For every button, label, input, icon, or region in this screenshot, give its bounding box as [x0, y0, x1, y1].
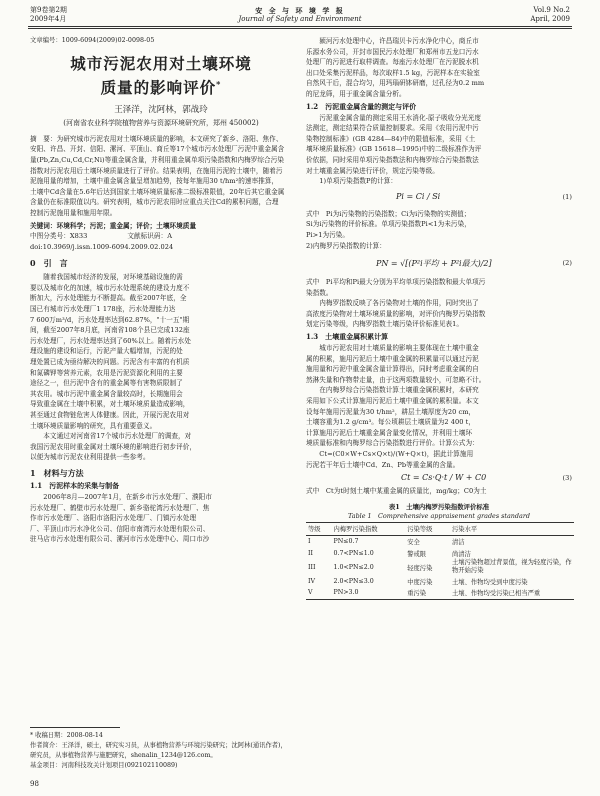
accumulation-line: 土壤容重为1.2 g/cm³。每公顷耕层土壤质量为2 400 t， — [306, 418, 475, 427]
table-header-cell: 等级 — [306, 522, 331, 535]
page-number: 98 — [30, 780, 39, 788]
sampling-cont-line: 颍河污水处理中心，许昌瑞贝卡污水净化中心，商丘市 — [306, 37, 479, 45]
section-introduction-title: 0 引 言 — [30, 258, 68, 269]
formula-1: Pi = Ci / Si — [396, 191, 441, 201]
intro-line: 我国污泥农用时重金属对土壤环境的影响进行初步评价， — [30, 442, 197, 451]
title-footnote-mark: * — [216, 78, 222, 89]
sampling-text — [30, 492, 292, 545]
accumulation-line: 采用如下公式计算施用污泥后土壤中重金属的累积量。本文 — [306, 397, 479, 406]
intro-line: 国已有城市污水处理厂1 178座，污水处理能力达 — [30, 305, 176, 314]
intro-line: 途径之一，但污泥中含有的重金属等有害物质限制了 — [30, 379, 183, 388]
table-cell: 重污染 — [405, 587, 450, 599]
sampling-line: 作市污水处理厂、洛阳市洛阳污水处理厂、门镇污水处理 — [30, 514, 197, 523]
formula-2: PN = √[(P²i平均 + P²i最大)/2] — [376, 259, 492, 269]
footnote — [30, 731, 292, 771]
table-cell: 0.7<PN≤1.0 — [333, 549, 374, 557]
table-cell: II — [308, 549, 313, 557]
table-cell: 轻度污染 — [407, 564, 433, 572]
sampling-continued — [306, 36, 572, 100]
intro-line: 导致重金属在土壤中积累，对土壤环境质量造成影响， — [30, 400, 190, 409]
nemerow-explanation — [306, 298, 572, 330]
title-line-2-wrap — [30, 74, 292, 98]
formula-1-row — [306, 187, 572, 209]
article-number: 文章编号：1009-6094(2009)02-0098-05 — [30, 37, 155, 44]
table-cell: 土壤、作物均受到中度污染 — [452, 578, 528, 586]
abstract-line: 量(Pb,Zn,Cu,Cd,Cr,Ni)等重金属含量，并利用重金属单项污染指数和内梅罗综合污染 — [30, 155, 284, 164]
accumulation-line: 属的积累，施用污泥后土壤中重金属的积累量可以通过污泥 — [306, 354, 479, 363]
evaluation-text — [306, 113, 572, 187]
document-code: 文献标识码：A — [127, 232, 173, 241]
table-header-row — [306, 522, 574, 535]
formula-3-description: 式中 Ct为t时刻土壤中某重金属的质量比，mg/kg；C0为土 — [306, 487, 487, 496]
header-volume-number: Vol.9 No.2 — [533, 6, 570, 14]
accumulation-line: 在内梅罗综合污染指数计算土壤重金属积累时，本研究 — [306, 386, 479, 395]
formula-3-number: (3) — [562, 474, 572, 483]
keywords: 关键词：环境科学；污泥；重金属；评价；土壤环境质量 — [30, 221, 197, 230]
sampling-line: 厂、平顶山市污水净化公司、信阳市南湾污水处理有限公司、 — [30, 524, 210, 533]
table-cell: 中度污染 — [407, 578, 433, 586]
formula-1-desc-line: Si为i污染物的评价标准。单项污染指数Pi<1为未污染， — [306, 220, 471, 229]
authors: 王泽洋，沈阿林，郭战玲 — [114, 104, 208, 115]
subsection-sampling-title: 1.1 污泥样本的采集与制备 — [30, 480, 120, 490]
table-cell: I — [308, 537, 311, 545]
header-rule — [28, 26, 572, 27]
header-date-en: April, 2009 — [530, 15, 570, 23]
accumulation-line: 境质量标准和内梅罗综合污染指数进行评价。计算公式为： — [306, 439, 479, 448]
intro-line: 本文通过对河南省17个城市污水处理厂的调查，对 — [30, 432, 192, 441]
table-cell: PN>3.0 — [331, 587, 405, 599]
abstract — [30, 134, 292, 219]
footnote-author: 作者简介：王泽洋，硕士，研究实习员，从事植物营养与环境污染研究；沈阿林(通讯作者)，研究员，从事植物营养与施肥研究，shenalin_1234@126.com。 — [30, 742, 287, 759]
accumulation-line: 计算施用污泥后土壤重金属含量变化情况，并利用土壤环 — [306, 428, 473, 437]
accumulation-line: 城市污泥农用对土壤质量的影响主要体现在土壤中重金 — [306, 344, 479, 353]
table-1-grid — [306, 522, 574, 600]
header-issue — [30, 6, 67, 24]
table-cell: 土壤、作物均受污染已相当严重 — [450, 587, 574, 599]
evaluation-line: 对土壤重金属污染进行评价，规定污染等级。 — [306, 166, 439, 175]
evaluation-line: 法测定，测定结果符合质量控制要求。采用《农用污泥中污 — [306, 124, 479, 133]
classification-row — [30, 231, 292, 242]
abstract-line: 控制污泥施用量和施用年限。 — [30, 208, 117, 217]
intro-line: 土壤环境质量影响的研究，具有重要意义。 — [30, 421, 157, 430]
section-materials-title: 1 材料与方法 — [30, 467, 84, 478]
sampling-cont-line: 处理厂的污泥进行取样调查。每座污水处理厂在污泥脱水机 — [306, 58, 479, 67]
sampling-cont-line: 乐源水务公司，开封市国民污水处理厂和郑州市五龙口污水 — [306, 47, 479, 56]
abstract-line: 摘 要：为研究城市污泥农用对土壤环境质量的影响，本文研究了新乡、洛阳、焦作、 — [30, 134, 283, 143]
table-cell: 安全 — [407, 538, 420, 546]
formula-3-row — [306, 470, 572, 486]
accumulation-line: 施用量和污泥中重金属含量计算得出，同时考虑重金属的自 — [306, 365, 479, 374]
header-rule-thin — [28, 28, 572, 29]
header-date: 2009年4月 — [30, 15, 67, 23]
intro-line: 断加大，污水处理能力不断提高。截至2007年底，全 — [30, 294, 187, 303]
table-header-cell: 污染水平 — [450, 522, 574, 535]
evaluation-line: 污泥重金属含量的测定采用王水消化-原子吸收分光光度 — [306, 113, 482, 122]
intro-line: 随着我国城市经济的发展，对环境基础设施的需 — [30, 273, 183, 282]
intro-line: 理设施的建设和运行，污泥产量大幅增加，污泥的处 — [30, 347, 183, 356]
nemerow-line: 高浓度污染物对土壤环境质量的影响，对评价内梅罗污染指数 — [306, 309, 486, 318]
affiliation: (河南省农业科学院植物营养与资源环境研究所，郑州 450002) — [63, 118, 259, 127]
evaluation-line: 价依据，同时采用单项污染指数法和内梅罗综合污染指数法 — [306, 155, 479, 164]
intro-line: 间，截至2007年8月底，河南省108个县已完成132座 — [30, 326, 190, 335]
sampling-line: 2006年8月—2007年1月，在新乡市污水处理厂、濮阳市 — [30, 492, 212, 501]
nemerow-line: 划定污染等级，内梅罗指数土壤污染评价标准见表1。 — [306, 320, 464, 329]
table-header-cell: 内梅罗污染指数 — [331, 522, 405, 535]
table-cell: 清洁 — [452, 538, 465, 546]
accumulation-line: Ct=(C0×W+Cs×Q×t)/(W+Q×t)，据此计算施用 — [306, 450, 474, 458]
formula-1-desc-line: Pi>1为污染。 — [306, 230, 350, 239]
header-volume-en — [530, 6, 570, 24]
formula-2-desc-line: 式中 Pi平均和Pi最大分别为平均单项污染指数和最大单项污 — [306, 278, 486, 287]
table-cell: 警戒限 — [407, 550, 427, 558]
table-cell: V — [306, 587, 331, 599]
clc-number: 中图分类号：X833 — [30, 232, 88, 241]
table-1-caption-en: Table 1 Comprehensive appraisement grades standard — [348, 511, 530, 520]
table-row — [306, 535, 574, 547]
footnote-rule — [30, 727, 120, 728]
sampling-cont-line: 自然风干后，混合均匀，用玛瑙研钵研磨，过孔径为0.2 mm — [306, 79, 485, 88]
evaluation-line: 染物控制标准》(GB 4284—84)中的限值标准，采用《土 — [306, 134, 476, 143]
accumulation-line: 然淋失量和作物带走量，由于这两项数量较小，可忽略不计。 — [306, 375, 486, 384]
accumulation-text — [306, 343, 572, 470]
abstract-line: 含量仍在标准限值以内。研究表明，城市污泥农用时应重点关注Cd的累积问题，合理 — [30, 198, 279, 207]
intro-line: 7 600万m³/d，污水处理率达到62.87%，"十一五"期 — [30, 315, 190, 324]
paper-title — [30, 53, 292, 98]
formula-1-description — [306, 209, 572, 241]
intro-line: 其农用。城市污泥中重金属含量较高时，长期施用会 — [30, 389, 183, 398]
table-cell: 2.0<PN≤3.0 — [333, 577, 374, 585]
table-row — [306, 587, 574, 599]
table-cell: 1.0<PN≤2.0 — [333, 563, 374, 571]
formula-3: Ct = Cs·Q·t / W + C0 — [401, 473, 487, 483]
table-row — [306, 559, 574, 575]
intro-line: 理处置已成为亟待解决的问题。污泥含有丰富的有机质 — [30, 358, 190, 367]
title-line-1: 城市污泥农用对土壤环境 — [70, 53, 252, 73]
abstract-line: 泥施用量的增加，土壤中重金属含量呈增加趋势，按每年施用30 t/hm²的速率推算， — [30, 177, 279, 186]
table-1 — [306, 502, 572, 600]
header-journal — [190, 6, 410, 24]
footnote-received: * 收稿日期：2008-08-14 — [30, 732, 103, 739]
intro-line: 要以及城市化的加速，城市污水处理系统的建设力度不 — [30, 283, 190, 292]
table-cell: III — [308, 563, 316, 571]
table-cell: 尚清洁 — [452, 550, 471, 558]
formula-2-desc-line: 染指数。 — [306, 288, 333, 297]
doi: doi:10.3969/j.issn.1009-6094.2009.02.024 — [30, 242, 174, 251]
accumulation-line: 污泥若干年后土壤中Cd、Zn、Pb等重金属的含量。 — [306, 460, 460, 469]
table-header-cell: 污染等级 — [405, 522, 450, 535]
header-volume: 第9卷第2期 — [30, 6, 67, 14]
left-column — [30, 36, 292, 545]
formula-1-desc-line: 式中 Pi为i污染物的污染指数；Ci为i污染物的实测值； — [306, 209, 471, 218]
table-cell: IV — [308, 577, 316, 585]
intro-line: 和氮磷钾等营养元素，农用是污泥资源化利用的主要 — [30, 368, 183, 377]
intro-line: 以便为城市污泥农业利用提供一些参考。 — [30, 453, 150, 462]
abstract-line: 安阳、许昌、开封、信阳、漯河、平顶山、商丘等17个城市污水处理厂污泥中重金属含 — [30, 145, 285, 154]
table-cell: 土壤污染物超过背景值，视为轻度污染，作物开始污染 — [452, 559, 572, 575]
journal-name-en: Journal of Safety and Environment — [238, 15, 362, 23]
sampling-cont-line: 出口处采集污泥样品，每次取样1.5 kg，污泥样本在实验室 — [306, 68, 480, 77]
formula-1-number: (1) — [562, 192, 572, 201]
accumulation-line: 设每年施用污泥量为30 t/hm²，耕层土壤厚度为20 cm， — [306, 407, 476, 416]
intro-line: 污水处理厂，污水处理率达到了60%以上。随着污水处 — [30, 336, 191, 345]
subsection-accumulation-title: 1.3 土壤重金属积累计算 — [306, 332, 389, 342]
footnote-fund: 基金项目：河南科技攻关计划项目(092102110089) — [30, 762, 178, 769]
formula-2-row — [306, 251, 572, 277]
table-cell: PN≤0.7 — [333, 537, 359, 545]
sampling-cont-line: 的尼龙筛，用于重金属含量分析。 — [306, 89, 406, 98]
abstract-line: 土壤中Cd含量在5.6年后达到国家土壤环境质量标准二级标准限值，20年后其它重金属 — [30, 187, 285, 196]
table-row — [306, 575, 574, 587]
formula-2-description — [306, 277, 572, 298]
formula-2-number: (2) — [562, 259, 572, 268]
subsection-evaluation-title: 1.2 污泥重金属含量的测定与评价 — [306, 101, 417, 111]
formula-2-title: 2)内梅罗污染指数的计算： — [306, 241, 386, 250]
nemerow-line: 内梅罗指数反映了各污染物对土壤的作用，同时突出了 — [306, 299, 479, 308]
introduction-text — [30, 272, 292, 463]
evaluation-line: 1)单项污染指数P的计算： — [306, 177, 398, 186]
abstract-line: 指数对污泥农用后土壤环境质量进行了评价。结果表明，在施用污泥的土壤中，随着污 — [30, 166, 283, 175]
table-row — [306, 547, 574, 559]
sampling-line: 驻马店市污水处理有限公司、漯河市污水处理中心、周口市沙 — [30, 535, 210, 544]
title-line-2: 质量的影响评价 — [100, 77, 217, 97]
evaluation-line: 壤环境质量标准》(GB 15618—1995)中的二级标准作为评 — [306, 145, 482, 154]
journal-name-cn: 安 全 与 环 境 学 报 — [255, 6, 345, 15]
sampling-line: 污水处理厂、鹤壁市污水处理厂、新乡骆驼湾污水处理厂、焦 — [30, 503, 210, 512]
intro-line: 甚至通过食物链危害人体健康。因此，开展污泥农用对 — [30, 411, 190, 419]
table-1-caption-cn: 表1 土壤内梅罗污染指数评价标准 — [388, 502, 490, 511]
right-column — [306, 36, 572, 600]
